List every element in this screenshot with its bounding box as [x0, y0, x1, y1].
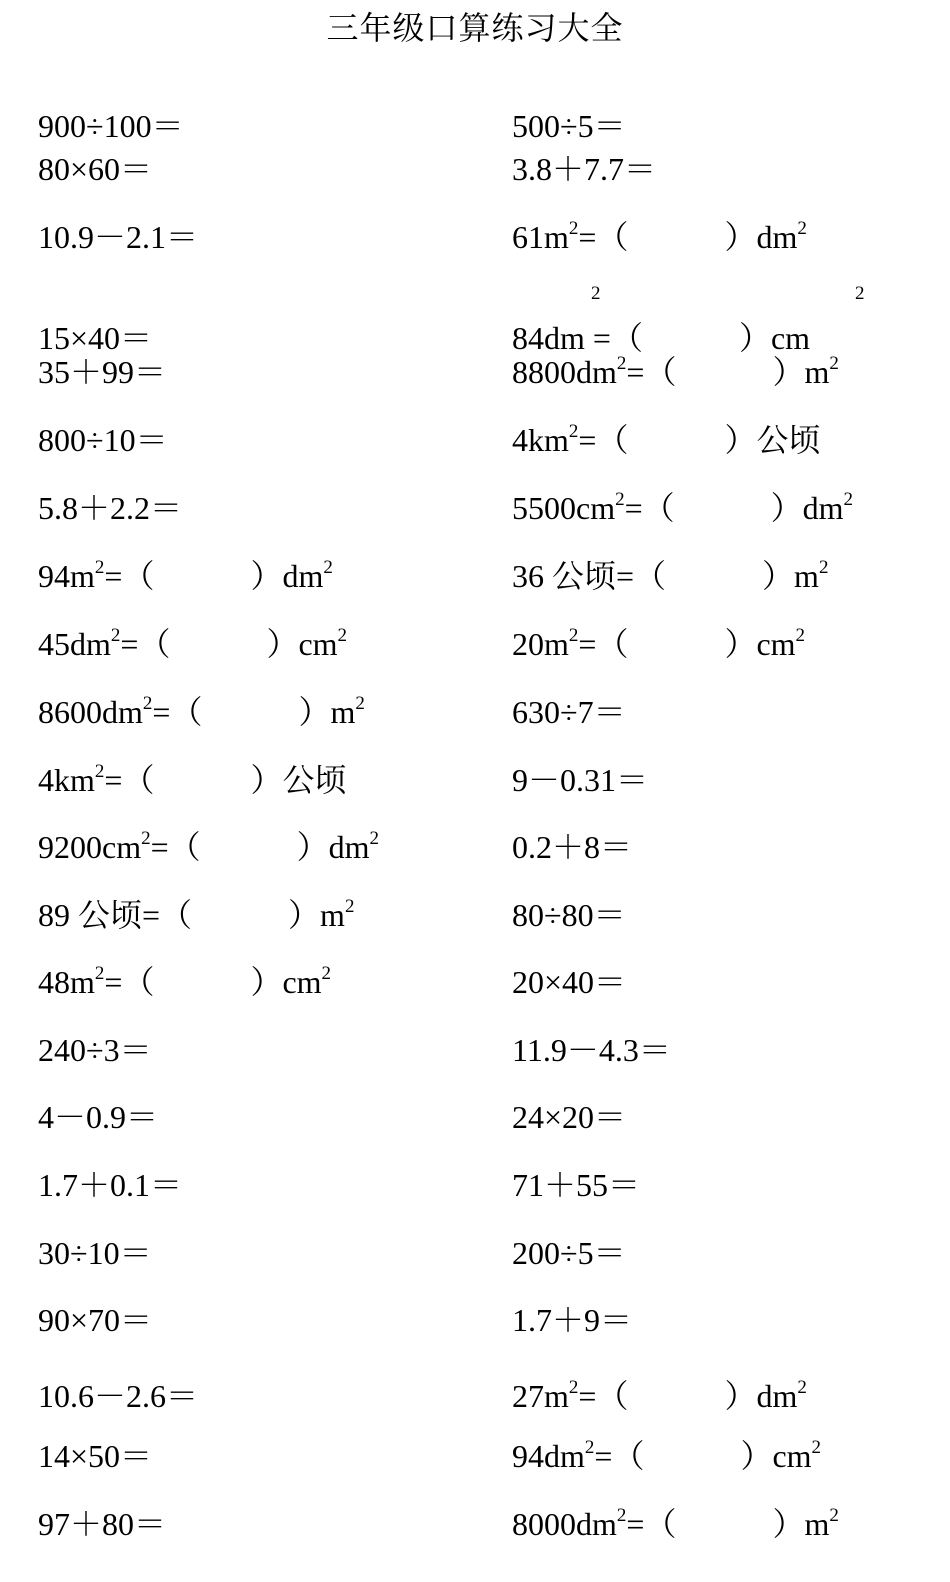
right-problem [512, 320, 810, 356]
problem-text: 4－0.9＝ [38, 1099, 159, 1135]
exponent: 2 [94, 963, 105, 984]
left-problem [38, 354, 166, 390]
left-problem [38, 422, 168, 458]
problem-text: 3.8＋7.7＝ [512, 151, 657, 187]
problem-text: 27m [512, 1378, 569, 1414]
problem-text: =（ ）dm [624, 490, 844, 526]
right-problem [512, 1302, 632, 1338]
left-problem [38, 108, 184, 144]
left-problem [38, 490, 182, 526]
exponent: 2 [369, 828, 380, 849]
right-problem [512, 108, 626, 144]
exponent: 2 [344, 896, 355, 917]
page-title: 三年级口算练习大全 [326, 10, 624, 46]
problem-text: =（ ）cm [104, 964, 322, 1000]
problem-text: 97＋80＝ [38, 1506, 167, 1542]
left-problem [38, 1032, 152, 1068]
problem-text: 71＋55＝ [512, 1167, 641, 1203]
problem-text: 8000dm [512, 1506, 617, 1542]
problem-text: 5.8＋2.2＝ [38, 490, 183, 526]
problem-text: =（ ）m [626, 354, 830, 390]
problem-text: 8600dm [38, 694, 143, 730]
problem-text: 4km [512, 422, 569, 458]
right-problem [512, 897, 626, 933]
exponent: 2 [616, 353, 627, 374]
exponent: 2 [94, 557, 105, 578]
problem-text: 20m [512, 626, 569, 662]
exponent: 2 [797, 218, 807, 239]
problem-text: =（ ）dm [150, 829, 370, 865]
problem-text: 11.9－4.3＝ [512, 1032, 671, 1068]
exponent: 2 [568, 1377, 579, 1398]
floating-superscript: 2 [591, 283, 601, 304]
exponent: 2 [142, 693, 153, 714]
left-problem [38, 897, 354, 933]
problem-text: 48m [38, 964, 95, 1000]
problem-text: 240÷3＝ [38, 1032, 152, 1068]
problem-text: 45dm [38, 626, 111, 662]
right-problem [512, 354, 839, 390]
right-problem [512, 1378, 807, 1414]
right-problem [512, 1032, 671, 1068]
exponent: 2 [94, 761, 105, 782]
problem-text: =（ ）m [152, 694, 356, 730]
exponent: 2 [615, 489, 625, 510]
left-problem [38, 1099, 158, 1135]
left-problem [38, 1378, 198, 1414]
left-problem [38, 1506, 166, 1542]
exponent: 2 [584, 1437, 595, 1458]
right-problem [512, 829, 632, 865]
problem-text: 14×50＝ [38, 1438, 153, 1474]
problem-text: 94dm [512, 1438, 585, 1474]
right-problem [512, 694, 626, 730]
left-problem [38, 1302, 152, 1338]
exponent: 2 [568, 421, 579, 442]
exponent: 2 [843, 489, 854, 510]
left-problem [38, 694, 365, 730]
problem-text: 80÷80＝ [512, 897, 626, 933]
right-problem [512, 964, 626, 1000]
problem-text: 89 公顷=（ ）m [38, 897, 345, 933]
problem-text: 10.9－2.1＝ [38, 219, 199, 255]
exponent: 2 [323, 557, 333, 578]
right-problem [512, 490, 853, 526]
right-problem [512, 1167, 640, 1203]
left-problem [38, 1235, 152, 1271]
problem-text: =（ ）cm [578, 626, 796, 662]
problem-text: 8800dm [512, 354, 617, 390]
exponent: 2 [616, 1505, 627, 1526]
exponent: 2 [829, 1505, 839, 1526]
right-problem [512, 151, 656, 187]
problem-text: 36 公顷=（ ）m [512, 558, 819, 594]
problem-text: 630÷7＝ [512, 694, 626, 730]
problem-text: 1.7＋0.1＝ [38, 1167, 183, 1203]
exponent: 2 [797, 1377, 807, 1398]
exponent: 2 [321, 963, 332, 984]
problem-text: 61m [512, 219, 569, 255]
problem-text: 10.6－2.6＝ [38, 1378, 199, 1414]
exponent: 2 [795, 625, 806, 646]
exponent: 2 [568, 625, 579, 646]
problem-text: 80×60＝ [38, 151, 153, 187]
problem-text: 9200cm [38, 829, 142, 865]
problem-text: =（ ）dm [104, 558, 324, 594]
problem-text: 500÷5＝ [512, 108, 626, 144]
right-problem [512, 626, 805, 662]
problem-text: 24×20＝ [512, 1099, 627, 1135]
problem-text: 90×70＝ [38, 1302, 153, 1338]
right-problem [512, 558, 828, 594]
problem-text: 84dm =（ ）cm [512, 320, 811, 356]
left-problem [38, 320, 152, 356]
exponent: 2 [337, 625, 348, 646]
left-problem [38, 1167, 182, 1203]
right-problem [512, 422, 820, 458]
problem-text: =（ ）公顷 [578, 422, 821, 458]
problem-text: 900÷100＝ [38, 108, 184, 144]
problem-text: =（ ）dm [578, 1378, 798, 1414]
problem-text: 200÷5＝ [512, 1235, 626, 1271]
exponent: 2 [355, 693, 365, 714]
exponent: 2 [829, 353, 839, 374]
exponent: 2 [110, 625, 121, 646]
right-problem [512, 1099, 626, 1135]
exponent: 2 [568, 218, 579, 239]
problem-text: =（ ）m [626, 1506, 830, 1542]
left-problem [38, 829, 379, 865]
problem-text: 30÷10＝ [38, 1235, 152, 1271]
right-problem [512, 219, 807, 255]
problem-text: 15×40＝ [38, 320, 153, 356]
problem-text: 1.7＋9＝ [512, 1302, 633, 1338]
left-problem [38, 626, 347, 662]
left-problem [38, 151, 152, 187]
problem-text: 9－0.31＝ [512, 762, 649, 798]
left-problem [38, 1438, 152, 1474]
exponent: 2 [141, 828, 151, 849]
problem-text: =（ ）cm [120, 626, 338, 662]
right-problem [512, 1235, 626, 1271]
problem-text: 94m [38, 558, 95, 594]
exponent: 2 [811, 1437, 822, 1458]
problem-text: 4km [38, 762, 95, 798]
left-problem [38, 762, 346, 798]
right-problem [512, 1438, 821, 1474]
problem-text: =（ ）dm [578, 219, 798, 255]
left-problem [38, 964, 331, 1000]
right-problem [512, 762, 648, 798]
problem-text: 0.2＋8＝ [512, 829, 633, 865]
problem-text: 800÷10＝ [38, 422, 168, 458]
problem-text: 20×40＝ [512, 964, 627, 1000]
floating-superscript: 2 [855, 283, 865, 304]
left-problem [38, 219, 198, 255]
problem-text: 35＋99＝ [38, 354, 167, 390]
problem-text: =（ ）cm [594, 1438, 812, 1474]
problem-text: 5500cm [512, 490, 616, 526]
problem-text: =（ ）公顷 [104, 762, 347, 798]
exponent: 2 [818, 557, 829, 578]
right-problem [512, 1506, 839, 1542]
left-problem [38, 558, 333, 594]
